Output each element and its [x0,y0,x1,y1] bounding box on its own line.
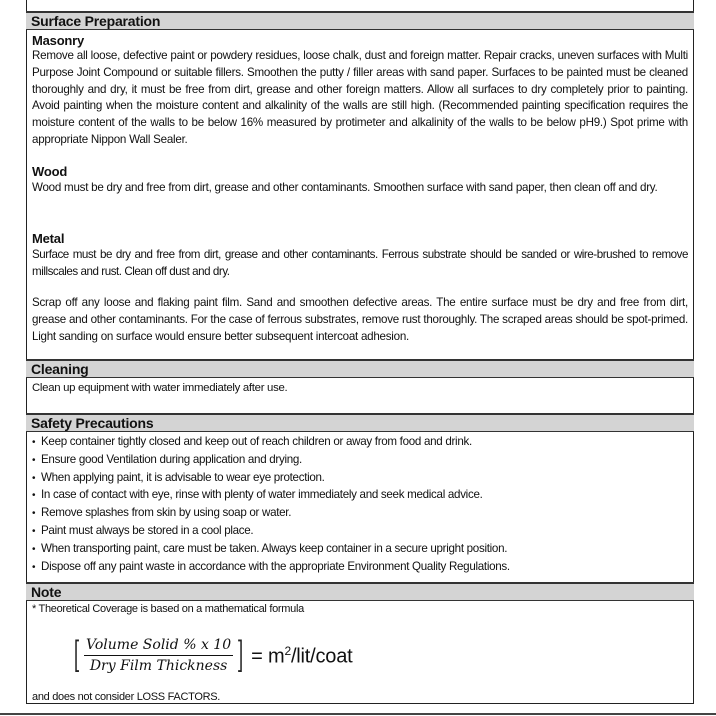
bullet-icon: • [32,472,36,484]
bullet-icon: • [32,454,36,466]
section-header-surface-preparation: Surface Preparation [26,11,694,30]
list-item: • Remove splashes from skin by using soap or water. [32,505,672,523]
note-outro: and does not consider LOSS FACTORS. [32,691,221,703]
bullet-icon: • [32,437,36,448]
list-item: • When applying paint, it is advisable to wear eye protection. [32,470,672,488]
paragraph-wood: Wood must be dry and free from dirt, grease and other contaminants. Smoothen surface with sand paper, then clean off and dry. [32,181,658,194]
paragraph-metal-scrape: Scrap off any loose and flaking paint film. Sand and smoothen defective areas. The entire surface must be dry and free from dirt, grease and other contaminants. For the case of ferrous substrates, remove rust thoroughly. The scraped areas should be spot-primed. Light sanding on surface would ensure better subsequent intercoat adhesion. [32,296,688,343]
list-item: • Ensure good Ventilation during application and drying. [32,452,672,470]
bullet-icon: • [32,543,36,555]
list-item: • Paint must always be stored in a cool place. [32,523,672,541]
coverage-formula [70,636,353,676]
list-item: • In case of contact with eye, rinse with plenty of water immediately and seek medical advice. [32,487,672,505]
right-bracket: ] [236,635,244,676]
list-item: • Dispose off any paint waste in accordance with the appropriate Environment Quality Regulations. [32,559,672,577]
formula-fraction [84,637,233,675]
list-item: • Keep container tightly closed and keep out of reach children or away from food and drink. [32,434,672,452]
bullet-icon: • [32,508,36,520]
formula-result: = $m^2/lit$/coat [251,643,353,668]
left-bracket: [ [73,635,81,676]
section-header-safety-precautions: Safety Precautions [26,413,694,432]
subheading-masonry: Masonry [32,33,85,48]
paragraph-cleaning: Clean up equipment with water immediately after use. [32,382,288,394]
formula-numerator: Volume Solid % x 10 [84,637,233,656]
list-item: • When transporting paint, care must be taken. Always keep container in a secure upright position. [32,541,672,559]
section-header-note: Note [26,582,694,601]
paragraph-metal: Surface must be dry and free from dirt, grease and other contaminants. Ferrous substrate should be sanded or wire-brushed to remove millscales and rust. Clean off dust and dry. [32,248,688,278]
note-intro: * Theoretical Coverage is based on a mathematical formula [32,603,304,615]
paragraph-masonry: Remove all loose, defective paint or powdery residues, loose chalk, dust and foreign matter. Repair cracks, uneven surfaces with Multi Purpose Joint Compound or suitable fillers. Smoothen the putty / filler areas with sand paper. Surfaces to be painted must be cleaned thoroughly and dry, it must be free from dirt, grease and other foreign matters. Allow all surfaces to dry completely prior to painting. Avoid painting when the moisture content and alkalinity of the walls are still high. (Recommended painting specification requires the moisture content of the walls to be below 16% measured by protimeter and alkalinity of the walls to be below pH9.) Spot prime with appropriate Nippon Wall Sealer. [32,49,688,146]
formula-denominator: Dry Film Thickness [89,658,228,674]
bullet-icon: • [32,525,36,537]
bullet-icon: • [32,490,36,502]
page-divider [0,713,716,715]
bullet-icon: • [32,561,36,573]
section-header-cleaning: Cleaning [26,359,694,378]
safety-list [32,434,672,576]
subheading-wood: Wood [32,164,68,179]
subheading-metal: Metal [32,231,65,246]
